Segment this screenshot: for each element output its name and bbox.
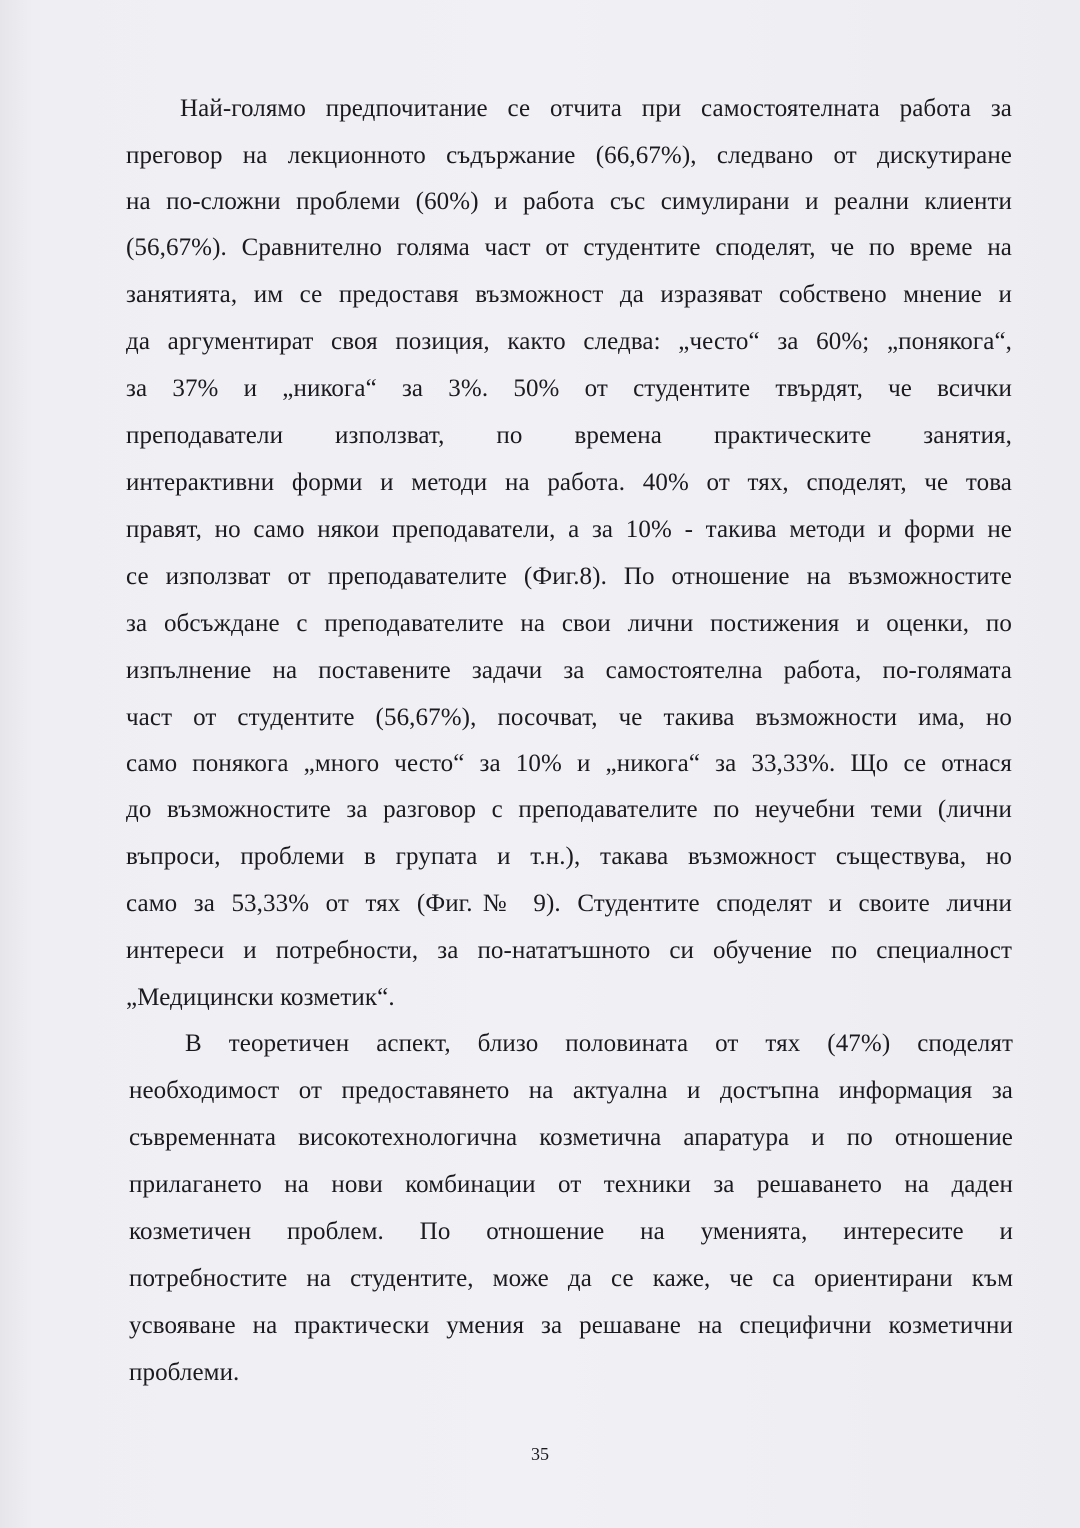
text-line: част от студентите (56,67%), посочват, че такива възможности има, но [126,704,1012,731]
text-line: (56,67%). Сравнително голяма част от студентите споделят, че по време на [126,234,1012,261]
text-line: за обсъждане с преподавателите на свои лични постижения и оценки, по [126,610,1012,637]
text-line: преподаватели използват, по времена практическите занятия, [126,422,1012,449]
text-line: интереси и потребности, за по-нататъшното си обучение по специалност [126,937,1012,964]
text-line: интерактивни форми и методи на работа. 40% от тях, споделят, че това [126,469,1012,496]
text-line: необходимост от предоставянето на актуална и достъпна информация за [129,1077,1013,1104]
text-line: преговор на лекционното съдържание (66,67%), следвано от дискутиране [126,142,1012,169]
text-line: проблеми. [129,1359,240,1386]
text-line: Най-голямо предпочитание се отчита при самостоятелната работа за [180,95,1012,122]
text-line: на по-сложни проблеми (60%) и работа със симулирани и реални клиенти [126,188,1012,215]
text-line: правят, но само някои преподаватели, а за 10% - такива методи и форми не [126,516,1012,543]
text-line: В теоретичен аспект, близо половината от тях (47%) споделят [185,1030,1013,1057]
text-line: прилагането на нови комбинации от техники за решаването на даден [129,1171,1013,1198]
text-line: до възможностите за разговор с преподавателите по неучебни теми (лични [126,796,1012,823]
text-line: изпълнение на поставените задачи за самостоятелна работа, по-голямата [126,657,1012,684]
text-line: „Медицински козметик“. [126,984,395,1011]
text-line: да аргументират своя позиция, както следва: „често“ за 60%; „понякога“, [126,328,1012,355]
text-line: потребностите на студентите, може да се каже, че са ориентирани към [129,1265,1013,1292]
text-line: занятията, им се предоставя възможност да изразяват собствено мнение и [126,281,1012,308]
text-line: усвояване на практически умения за решаване на специфични козметични [129,1312,1013,1339]
text-line: само понякога „много често“ за 10% и „никога“ за 33,33%. Що се отнася [126,750,1012,777]
text-line: само за 53,33% от тях (Фиг.№ 9). Студентите споделят и своите лични [126,890,1012,917]
text-line: въпроси, проблеми в групата и т.н.), такава възможност съществува, но [126,843,1012,870]
text-line: козметичен проблем. По отношение на уменията, интересите и [129,1218,1013,1245]
text-line: се използват от преподавателите (Фиг.8). По отношение на възможностите [126,563,1012,590]
text-line: за 37% и „никога“ за 3%. 50% от студентите твърдят, че всички [126,375,1012,402]
text-line: съвременната високотехнологична козметична апаратура и по отношение [129,1124,1013,1151]
page-number: 35 [531,1444,549,1464]
